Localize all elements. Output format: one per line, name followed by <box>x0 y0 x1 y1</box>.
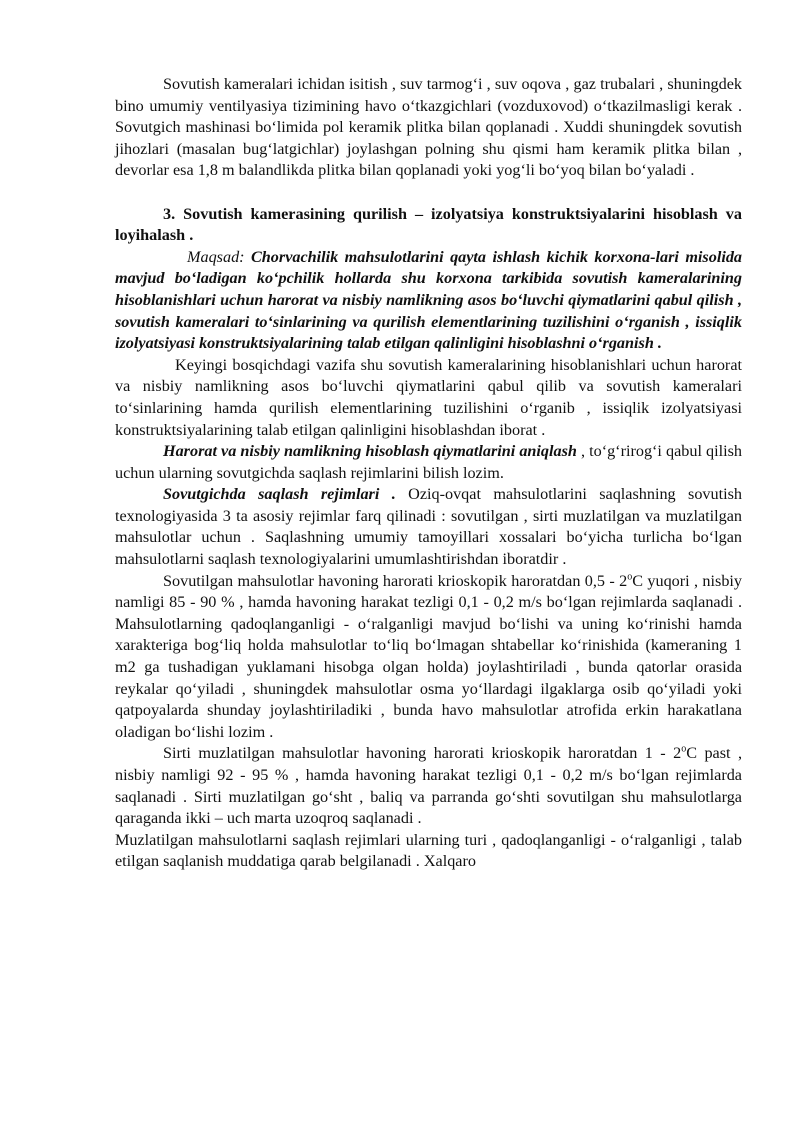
storage-modes-text: Oziq-ovqat mahsulotlarini saqlashning sovutish texnologiyasida 3 ta asosiy rejimlar farq qilinadi : sovutilgan , sirti muzlatilgan va muzlatilgan mahsulotlar uchun . Saqlashning umumiy tamoyillari xossalari bo‘yicha turlicha bo‘lgan mahsulotlarni saqlash texnologiyalarini umumlashtirishdan iboratdir . <box>115 485 742 569</box>
chilled-products-text-a: Sovutilgan mahsulotlar havoning harorati krioskopik haroratdan 0,5 - 2 <box>163 571 628 590</box>
section-heading: 3. Sovutish kamerasining qurilish – izolyatsiya konstruktsiyalarini hisoblash va loyihalash . <box>115 204 742 245</box>
goal-label: Maqsad: <box>187 247 245 266</box>
storage-modes-lead: Sovutgichda saqlash rejimlari . <box>163 485 396 504</box>
calculation-values-text: , to‘g‘rirog‘i qabul qilish uchun ularning sovutgichda saqlash rejimlarini bilish lozim. <box>115 442 743 482</box>
paragraph-spacer <box>115 182 742 204</box>
degree-superscript: o <box>681 744 687 756</box>
goal-text: Chorvachilik mahsulotlarini qayta ishlash kichik korxona-lari misolida mavjud bo‘ladigan ko‘pchilik hollarda shu korxona tarkibida sovutish kameralarining hisoblanishlari uchun harorat va nisbiy namlikning asos bo‘luvchi qiymatlarini qabul qilish , sovutish kameralari to‘sinlarining va qurilish elementlarining tuzilishini o‘rganish , issiqlik izolyatsiyasi konstruktsiyalarining talab etilgan qalinligini hisoblashni o‘rganish . <box>115 247 743 353</box>
calculation-values-lead: Harorat va nisbiy namlikning hisoblash qiymatlarini aniqlash <box>163 442 577 461</box>
paragraph-storage-modes <box>115 484 742 570</box>
document-page <box>115 74 742 873</box>
paragraph-calculation-values <box>115 441 742 484</box>
paragraph-surface-frozen-products <box>115 743 742 829</box>
paragraph-frozen-products: Muzlatilgan mahsulotlarni saqlash rejimlari ularning turi , qadoqlanganligi - o‘ralganligi , talab etilgan saqlanish muddatiga qarab belgilanadi . Xalqaro <box>115 830 742 871</box>
paragraph-intro: Sovutish kameralari ichidan isitish , suv tarmog‘i , suv oqova , gaz trubalari , shuningdek bino umumiy ventilyasiya tizimining havo o‘tkazgichlari (vozduxovod) o‘tkazilmasligi kerak . Sovutgich mashinasi bo‘limida pol keramik plitka bilan qoplanadi . Xuddi shuningdek sovutish jihozlari (masalan bug‘latgichlar) joylashgan polning shu qismi ham keramik plitka bilan , devorlar esa 1,8 m balandlikda plitka bilan qoplanadi yoki yog‘li bo‘yoq bilan bo‘yaladi . <box>115 75 742 180</box>
chilled-products-text-b: C yuqori , nisbiy namligi 85 - 90 % , hamda havoning harakat tezligi 0,1 - 0,2 m/s bo‘lgan rejimlarda saqlanadi . Mahsulotlarning qadoqlanganligi - o‘ralganligi mavjud bo‘lishi va uning ko‘rinishi hamda xarakteriga bog‘liq holda mahsulotlar to‘liq bo‘lmagan shtabellar ko‘rinishida (kameraning 1 m2 ga tushadigan yuklamani hisobga olgan holda) joylashtiriladi , bunda qatorlar orasida reykalar qo‘yiladi , shuningdek mahsulotlar osma yo‘llardagi ilgaklarga osib qo‘yiladi yoki qatpoyalarda shunday joylashtiriladiki , bunda havo mahsulotlar atrofida erkin harakatlana oladigan bo‘lishi lozim . <box>115 571 743 741</box>
surface-frozen-text-a: Sirti muzlatilgan mahsulotlar havoning harorati krioskopik haroratdan 1 - 2 <box>163 744 682 763</box>
surface-frozen-text-b: C past , nisbiy namligi 92 - 95 % , hamda havoning harakat tezligi 0,1 - 0,2 m/s bo‘lgan rejimlarda saqlanadi . Sirti muzlatilgan go‘sht , baliq va parranda go‘shti sovutilgan shu mahsulotlarga qaraganda ikki – uch marta uzoqroq saqlanadi . <box>115 744 742 828</box>
goal-paragraph <box>115 247 742 355</box>
paragraph-next-stage: Keyingi bosqichdagi vazifa shu sovutish kameralarining hisoblanishlari uchun harorat va nisbiy namlikning asos bo‘luvchi qiymatlarini qabul qilib va sovutish kameralari to‘sinlarining hamda qurilish elementlarining tuzilishini o‘rganib , issiqlik izolyatsiyasi konstruktsiyalarining talab etilgan qalinligini hisoblashdan iborat . <box>115 355 742 439</box>
paragraph-chilled-products <box>115 571 742 744</box>
degree-superscript: o <box>627 571 633 583</box>
